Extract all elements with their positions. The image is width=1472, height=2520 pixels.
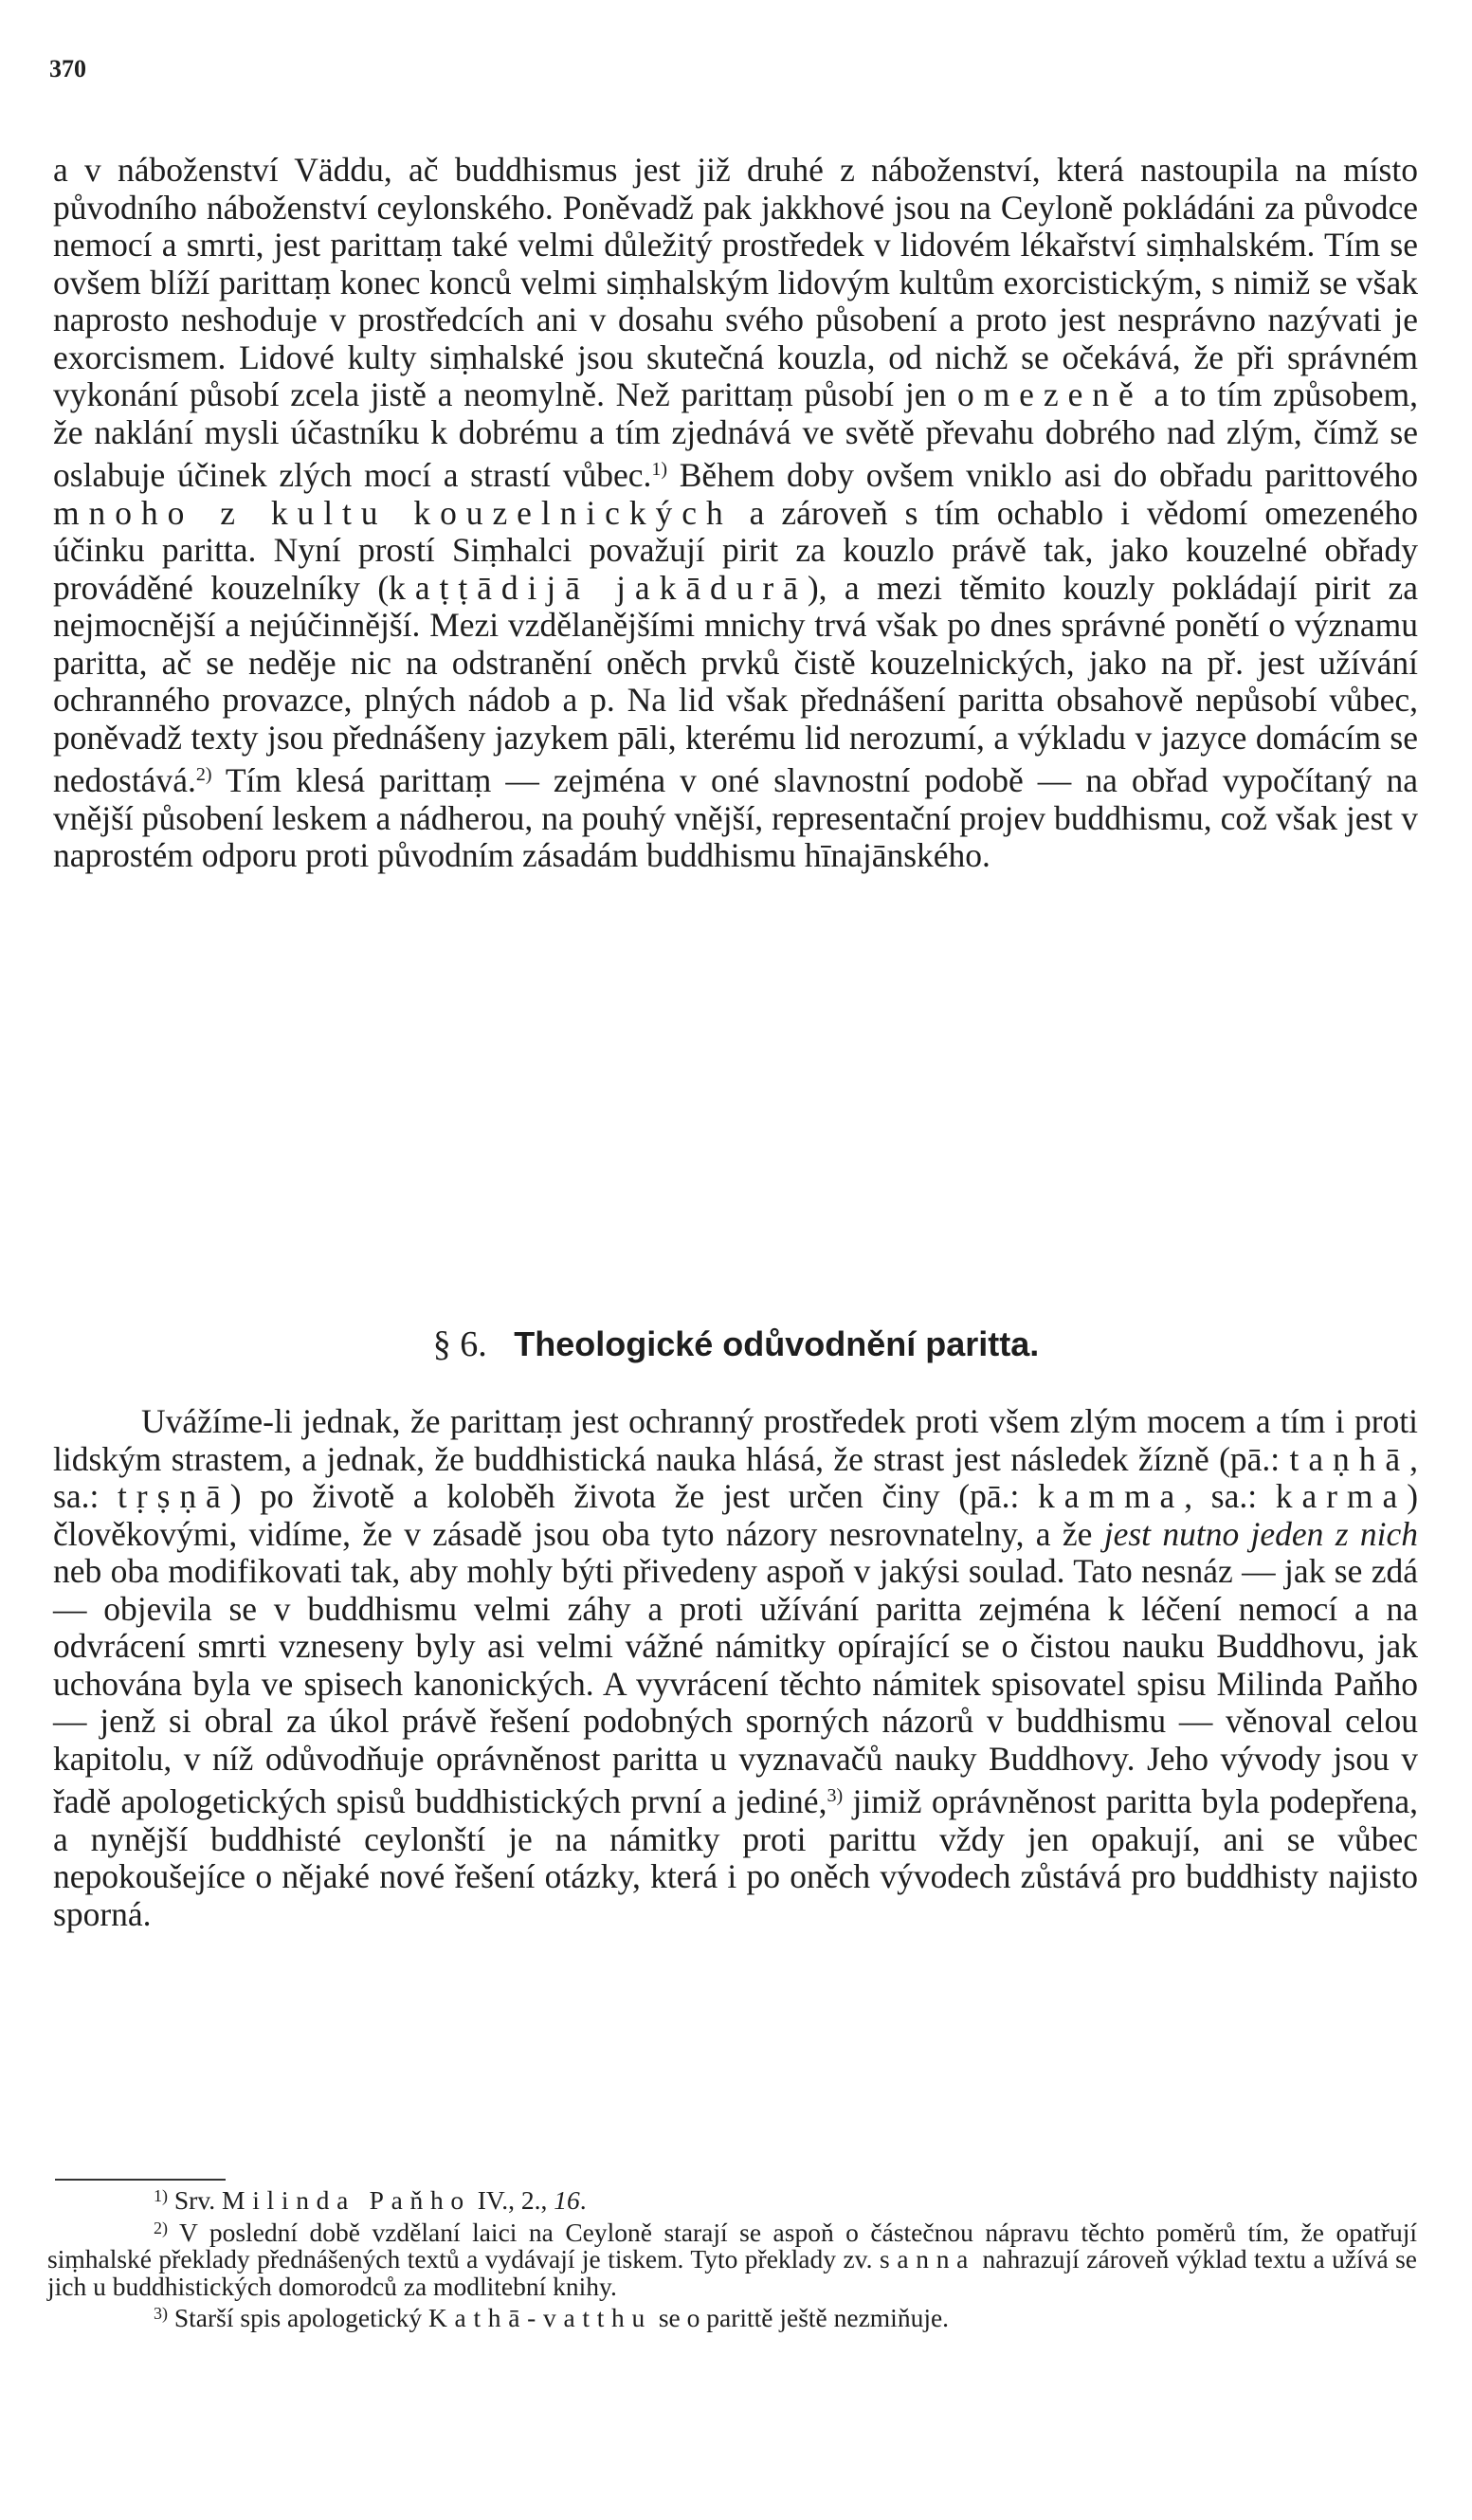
text-run: jimiž oprávněnost paritta byla podepřena, a nynější buddhisté ceylonští je na námitky proti parittu vždy jen opakují, ani se vůbec nepokoušejíce o nějaké nové řešení otázky, která i po oněch vývodech zůstává pro buddhisty najisto sporná. bbox=[53, 1782, 1419, 1933]
text-run: Tím klesá parittaṃ — zejména v oné slavnostní podobě — na obřad vypočítaný na vnější působení leskem a nádherou, na pouhý vnější, representační projev buddhismu, což však jest v naprostém odporu proti původním zásadám buddhismu hīnajānského. bbox=[53, 761, 1418, 874]
footnote-marker: 1) bbox=[154, 2186, 168, 2205]
spaced-term: tṛṣṇā bbox=[118, 1477, 230, 1515]
text-run: se o parittě ještě nezmiňuje. bbox=[651, 2303, 950, 2332]
page-number: 370 bbox=[49, 55, 86, 82]
spaced-term: taṇhā bbox=[1289, 1439, 1410, 1478]
paragraph-1-text bbox=[53, 152, 1418, 875]
text-run: Srv. bbox=[173, 2185, 223, 2215]
spaced-term: kaṭṭādijā jakādurā bbox=[389, 568, 808, 607]
text-run: a to tím způsobem, že naklání mysli účastníku k dobrému a tím zjednává ve světě převahu dobrého nad zlým, čímž se oslabuje účinek zlých mocí a strastí vůbec. bbox=[53, 375, 1418, 494]
footnote-2 bbox=[47, 2215, 1417, 2301]
spaced-term: Milinda Paňho bbox=[222, 2185, 471, 2215]
text-run: ) po životě a koloběh života že jest určen činy (pā.: bbox=[229, 1477, 1039, 1515]
section-number: § 6. bbox=[432, 1324, 487, 1364]
text-run: nahrazují zároveň výklad textu a užívá se jich u buddhistických domorodců za modlitební knihy. bbox=[47, 2244, 1417, 2301]
text-run: Během doby ovšem vniklo asi do obřadu parittového bbox=[667, 456, 1419, 494]
paragraph-2-text bbox=[53, 1403, 1418, 1933]
footnotes bbox=[47, 2182, 1417, 2332]
text-run: . bbox=[579, 2185, 587, 2215]
italic-text: jest nutno jeden z nich bbox=[1103, 1514, 1418, 1553]
paragraph-1 bbox=[53, 152, 1418, 875]
text-run: ), a mezi těmito kouzly pokládají pirit za nejmocnější a nejúčinnější. Mezi vzdělanějšími mnichy trvá však po dnes správné ponětí o významu paritta, ač se neděje nic na odstranění oněch prvků čistě kouzelnických, jako na př. jest užívání ochranného provazce, plných nádob a p. Na lid však přednášení paritta obsahově nepůsobí vůbec, poněvadž texty jsou přednášeny jazykem pāli, kterému lid nerozumí, a výkladu v jazyce domácím se nedostává. bbox=[53, 568, 1418, 799]
footnote-ref[interactable]: 2) bbox=[195, 764, 212, 785]
spaced-term: mnoho z kultu kouzelnických bbox=[53, 493, 733, 532]
footnote-3 bbox=[47, 2300, 1417, 2332]
footnote-marker: 2) bbox=[154, 2218, 168, 2237]
text-run: ) člověkovými, vidíme, že v zásadě jsou oba tyto názory nesrovnatelny, a že bbox=[53, 1477, 1419, 1553]
spaced-term: karma bbox=[1275, 1477, 1408, 1515]
footnote-ref[interactable]: 1) bbox=[651, 459, 668, 480]
text-run: a zároveň s tím ochablo i vědomí omezeného účinku paritta. Nyní prostí Siṃhalci považují pirit za kouzlo právě tak, jako kouzelné obřady prováděné kouzelníky ( bbox=[53, 493, 1418, 607]
section-heading bbox=[0, 1324, 1472, 1365]
footnote-1 bbox=[47, 2182, 1417, 2215]
spaced-term: kamma bbox=[1038, 1477, 1185, 1515]
text-run: neb oba modifikovati tak, aby mohly býti přivedeny aspoň v jakýsi soulad. Tato nesnáz — jak se zdá — objevila se v buddhismu velmi záhy a proti užívání paritta zejména k léčení nemocí a na odvrácení smrti vzneseny byly asi velmi vážné námitky opírající se o čistou nauku Buddhovu, jak uchována byla ve spisech kanonických. A vyvrácení těchto námitek spisovatel spisu Milinda Paňho — jenž si obral za úkol právě řešení podobných sporných názorů v buddhismu — věnoval celou kapitolu, v níž odůvodňuje oprávněnost paritta u vyznavačů nauky Buddhovy. Jeho vývody jsou v řadě apologetických spisů buddhistických první a jediné, bbox=[53, 1552, 1418, 1820]
spaced-term: omezeně bbox=[956, 375, 1143, 413]
text-run: a v náboženství Väddu, ač buddhismus jest již druhé z náboženství, která nastoupila na místo původního náboženství ceylonského. Poněvadž pak jakkhové jsou na Ceyloně pokládáni za původce nemocí a smrti, jest parittaṃ také velmi důležitý prostředek v lidovém lékařství siṃhalském. Tím se ovšem blíží parittaṃ konec konců velmi siṃhalským lidovým kultům exorcistickým, s nimiž se však naprosto neshoduje v prostředcích ani v dosahu svého působení a proto jest nesprávno nazývati je exorcismem. Lidové kulty siṃhalské jsou skutečná kouzla, od nichž se očekává, že při správném vykonání působí zcela jistě a neomylně. Než parittaṃ působí jen bbox=[53, 151, 1418, 413]
text-run: V poslední době vzdělaní laici na Ceyloně starají se aspoň o částečnou nápravu těchto poměrů tím, že opatřují siṃhalské překlady přednášených textů a vydávají je tiskem. Tyto překlady zv. bbox=[47, 2217, 1417, 2273]
text-run: IV., 2., bbox=[470, 2185, 554, 2215]
footnote-ref[interactable]: 3) bbox=[827, 1785, 844, 1806]
spaced-term: sanna bbox=[879, 2244, 976, 2273]
text-run: Uvážíme-li jednak, že parittaṃ jest ochranný prostředek proti všem zlým mocem a tím i proti lidským strastem, a jednak, že buddhistická nauka hlásá, že strast jest následek žízně (pā.: bbox=[53, 1402, 1418, 1478]
spaced-term: Kathā-vatthu bbox=[427, 2303, 652, 2332]
text-run: Starší spis apologetický bbox=[173, 2303, 428, 2332]
footnote-marker: 3) bbox=[154, 2304, 168, 2323]
italic-text: 16 bbox=[554, 2185, 580, 2215]
text-run: , sa.: bbox=[53, 1439, 1418, 1515]
paragraph-2 bbox=[53, 1403, 1418, 1933]
section-title: Theologické odůvodnění paritta. bbox=[514, 1324, 1040, 1363]
footnote-rule bbox=[55, 2179, 226, 2181]
text-run: , sa.: bbox=[1184, 1477, 1276, 1515]
